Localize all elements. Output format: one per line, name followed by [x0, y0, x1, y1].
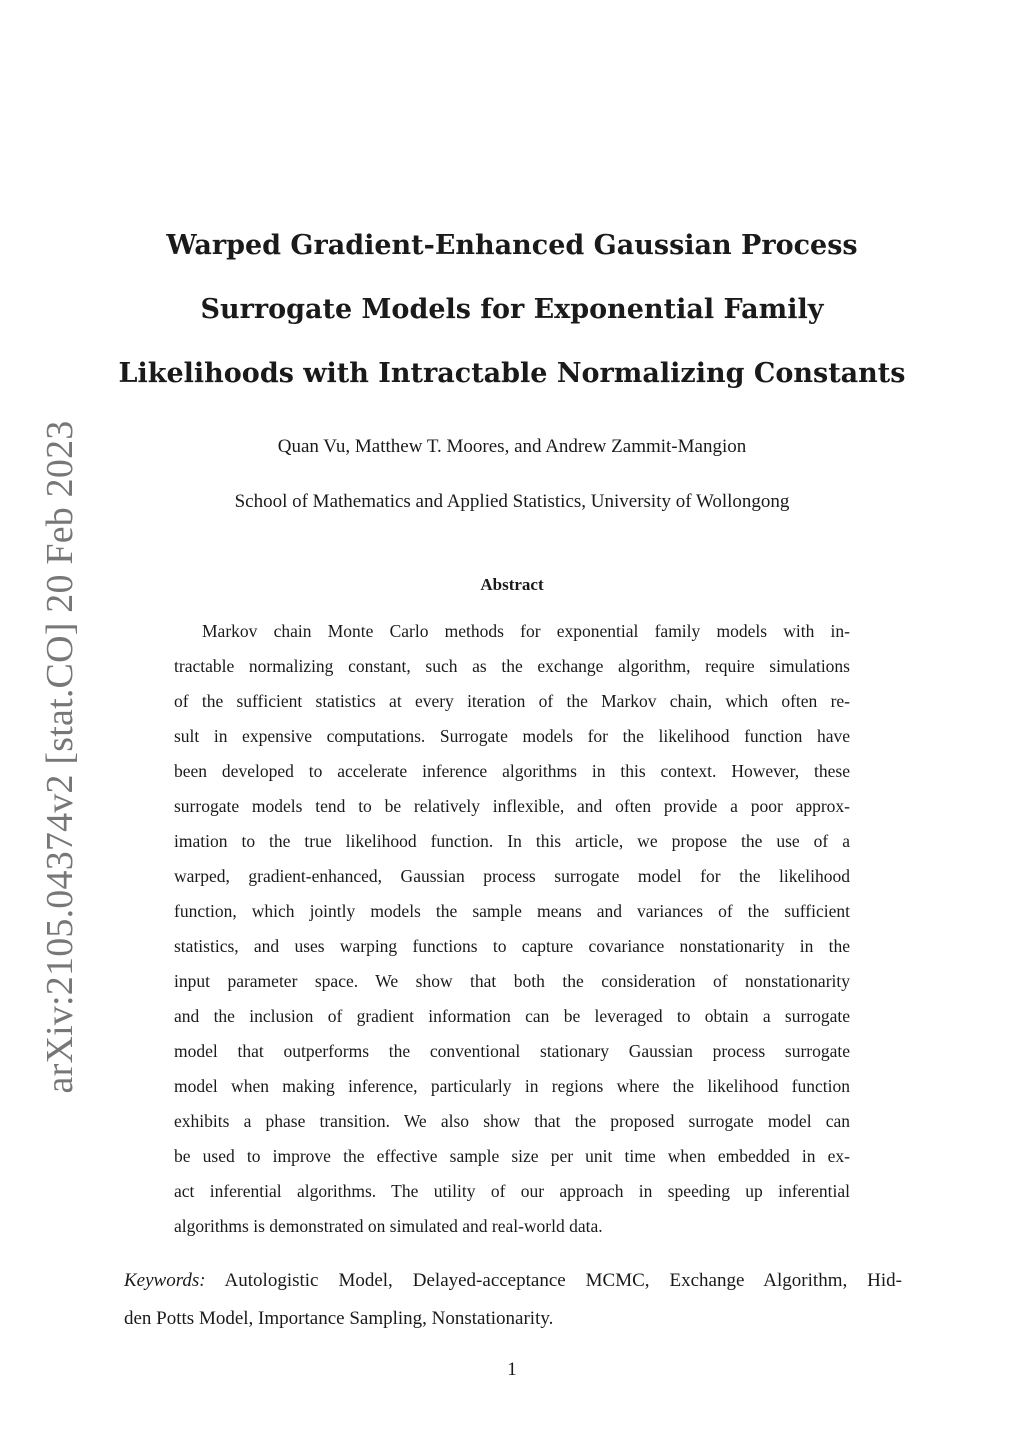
keywords-section [124, 1262, 902, 1338]
title-line: Warped Gradient-Enhanced Gaussian Process [166, 230, 858, 261]
title-line: Surrogate Models for Exponential Family [200, 294, 824, 325]
abstract-line: Markov chain Monte Carlo methods for exponential family models with in- [202, 621, 850, 641]
keywords-line: den Potts Model, Importance Sampling, Nonstationarity. [124, 1308, 554, 1329]
abstract-line: of the sufficient statistics at every iteration of the Markov chain, which often re- [174, 691, 850, 711]
abstract-line: imation to the true likelihood function. In this article, we propose the use of a [174, 831, 850, 851]
arxiv-identifier: arXiv:2105.04374v2 [stat.CO] 20 Feb 2023 [39, 420, 81, 1094]
title-line: Likelihoods with Intractable Normalizing Constants [118, 358, 906, 389]
paper-title [110, 214, 914, 406]
abstract-body [174, 614, 850, 1244]
abstract-line: algorithms is demonstrated on simulated and real-world data. [174, 1216, 603, 1236]
abstract-line: surrogate models tend to be relatively inflexible, and often provide a poor approx- [174, 796, 850, 816]
abstract-heading: Abstract [480, 575, 544, 594]
keywords-text: Autologistic Model, Delayed-acceptance MCMC, Exchange Algorithm, Hid- [224, 1270, 903, 1291]
author-list: Quan Vu, Matthew T. Moores, and Andrew Zammit-Mangion [277, 436, 747, 457]
abstract-line: model when making inference, particularly in regions where the likelihood function [174, 1076, 850, 1096]
abstract-line: function, which jointly models the sample means and variances of the sufficient [174, 901, 850, 921]
abstract-line: input parameter space. We show that both the consideration of nonstationarity [174, 971, 850, 991]
keywords-label: Keywords: [124, 1270, 206, 1291]
abstract-line: exhibits a phase transition. We also show that the proposed surrogate model can [174, 1111, 850, 1131]
abstract-line: tractable normalizing constant, such as the exchange algorithm, require simulations [174, 656, 850, 676]
affiliation: School of Mathematics and Applied Statistics, University of Wollongong [234, 491, 790, 512]
abstract-line: act inferential algorithms. The utility of our approach in speeding up inferential [174, 1181, 850, 1201]
abstract-line: been developed to accelerate inference algorithms in this context. However, these [174, 761, 850, 781]
page-number: 1 [507, 1359, 517, 1380]
keywords-line [124, 1262, 902, 1300]
abstract-line: statistics, and uses warping functions to capture covariance nonstationarity in the [174, 936, 850, 956]
abstract-line: model that outperforms the conventional stationary Gaussian process surrogate [174, 1041, 850, 1061]
abstract-line: sult in expensive computations. Surrogate models for the likelihood function have [174, 726, 850, 746]
abstract-line: be used to improve the effective sample size per unit time when embedded in ex- [174, 1146, 850, 1166]
abstract-line: and the inclusion of gradient information can be leveraged to obtain a surrogate [174, 1006, 850, 1026]
abstract-line: warped, gradient-enhanced, Gaussian process surrogate model for the likelihood [174, 866, 850, 886]
